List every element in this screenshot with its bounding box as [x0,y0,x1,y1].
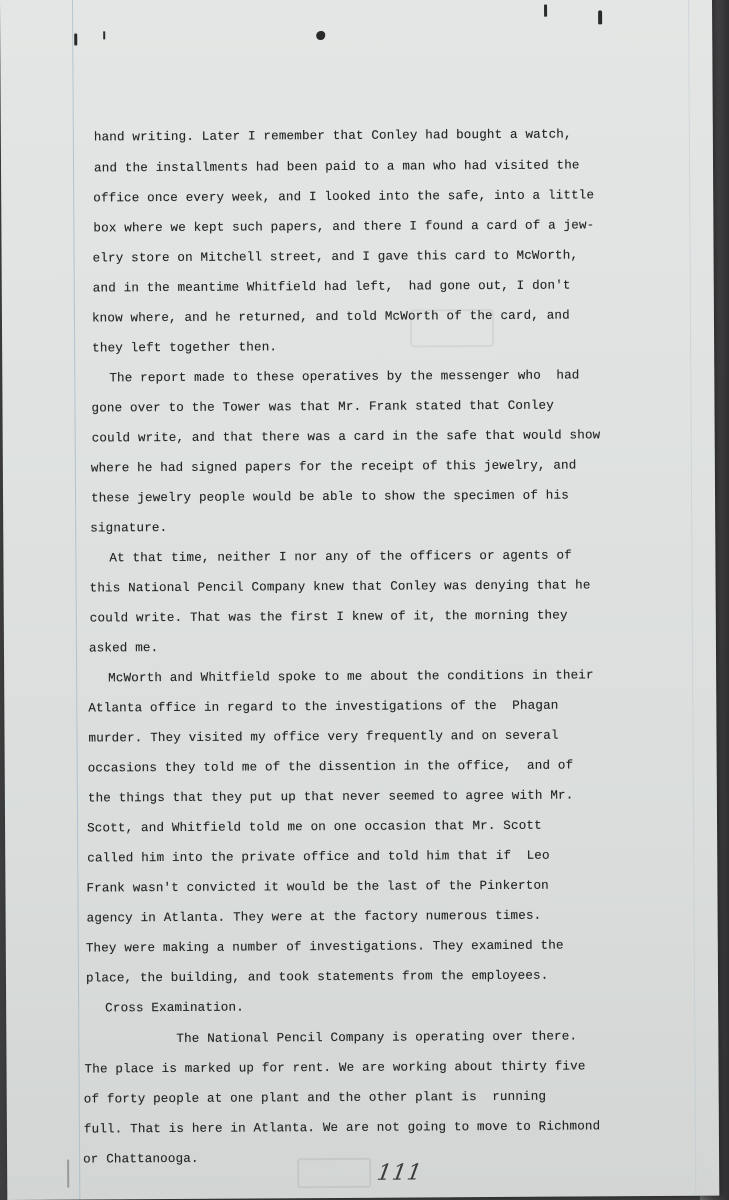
text-line: full. That is here in Atlanta. We are not going to move to Richmond [83,1119,601,1137]
text-line: agency in Atlanta. They were at the factory numerous times. [86,908,542,926]
text-line: they left together then. [92,340,278,356]
text-line: this National Pencil Company knew that Conley was denying that he [89,578,591,596]
section-heading: Cross Examination. [105,1000,244,1016]
text-line: murder. They visited my office very frequently and on several [88,728,559,746]
text-line: and in the meantime Whitfield had left, had gone out, I don't [92,278,571,296]
text-line: occasions they told me of the dissention in the office, and of [87,758,574,776]
text-line: the things that they put up that never seemed to agree with Mr. [87,788,574,806]
text-line: asked me. [88,641,159,656]
text-line: They were making a number of investigations. They examined the [85,938,564,956]
text-line: place, the building, and took statements from the employees. [85,968,549,986]
text-line: hand writing. Later I remember that Conley had bought a watch, [93,127,572,145]
text-line: could write. That was the first I knew of it, the morning they [89,608,568,626]
text-line: signature. [90,520,168,536]
text-line: could write, and that there was a card in the safe that would show [91,428,601,446]
text-line: The place is marked up for rent. We are working about thirty five [84,1059,586,1077]
text-line: Scott, and Whitfield told me on one occasion that Mr. Scott [87,818,542,836]
text-line: gone over to the Tower was that Mr. Frank stated that Conley [91,398,554,416]
text-line: box where we kept such papers, and there I found a card of a jew- [93,218,595,236]
text-line: McWorth and Whitfield spoke to me about the conditions in their [108,668,594,686]
text-line: Frank wasn't convicted it would be the last of the Pinkerton [86,878,549,896]
text-line: these jewelry people would be able to show the specimen of his [91,488,569,506]
text-line: where he had signed papers for the receipt of this jewelry, and [90,458,577,476]
text-line: called him into the private office and told him that if Leo [87,848,550,866]
text-line: know where, and he returned, and told McWorth of the card, and [91,308,570,326]
text-line: At that time, neither I nor any of the officers or agents of [109,548,572,566]
text-line: The report made to these operatives by the messenger who had [109,368,580,386]
text-line: office once every week, and I looked into the safe, into a little [93,188,595,206]
text-line: Atlanta office in regard to the investigations of the Phagan [88,698,559,716]
text-line: elry store on Mitchell street, and I gave this card to McWorth, [92,248,579,266]
text-line: or Chattanooga. [83,1151,199,1167]
text-line: The National Pencil Company is operating over there. [176,1029,578,1046]
stamp-bleedthrough [297,1158,371,1188]
text-line: and the installments had been paid to a man who had visited the [93,158,580,176]
page-number: 111 [375,1160,425,1186]
text-line: of forty people at one plant and the other plant is running [83,1089,547,1107]
